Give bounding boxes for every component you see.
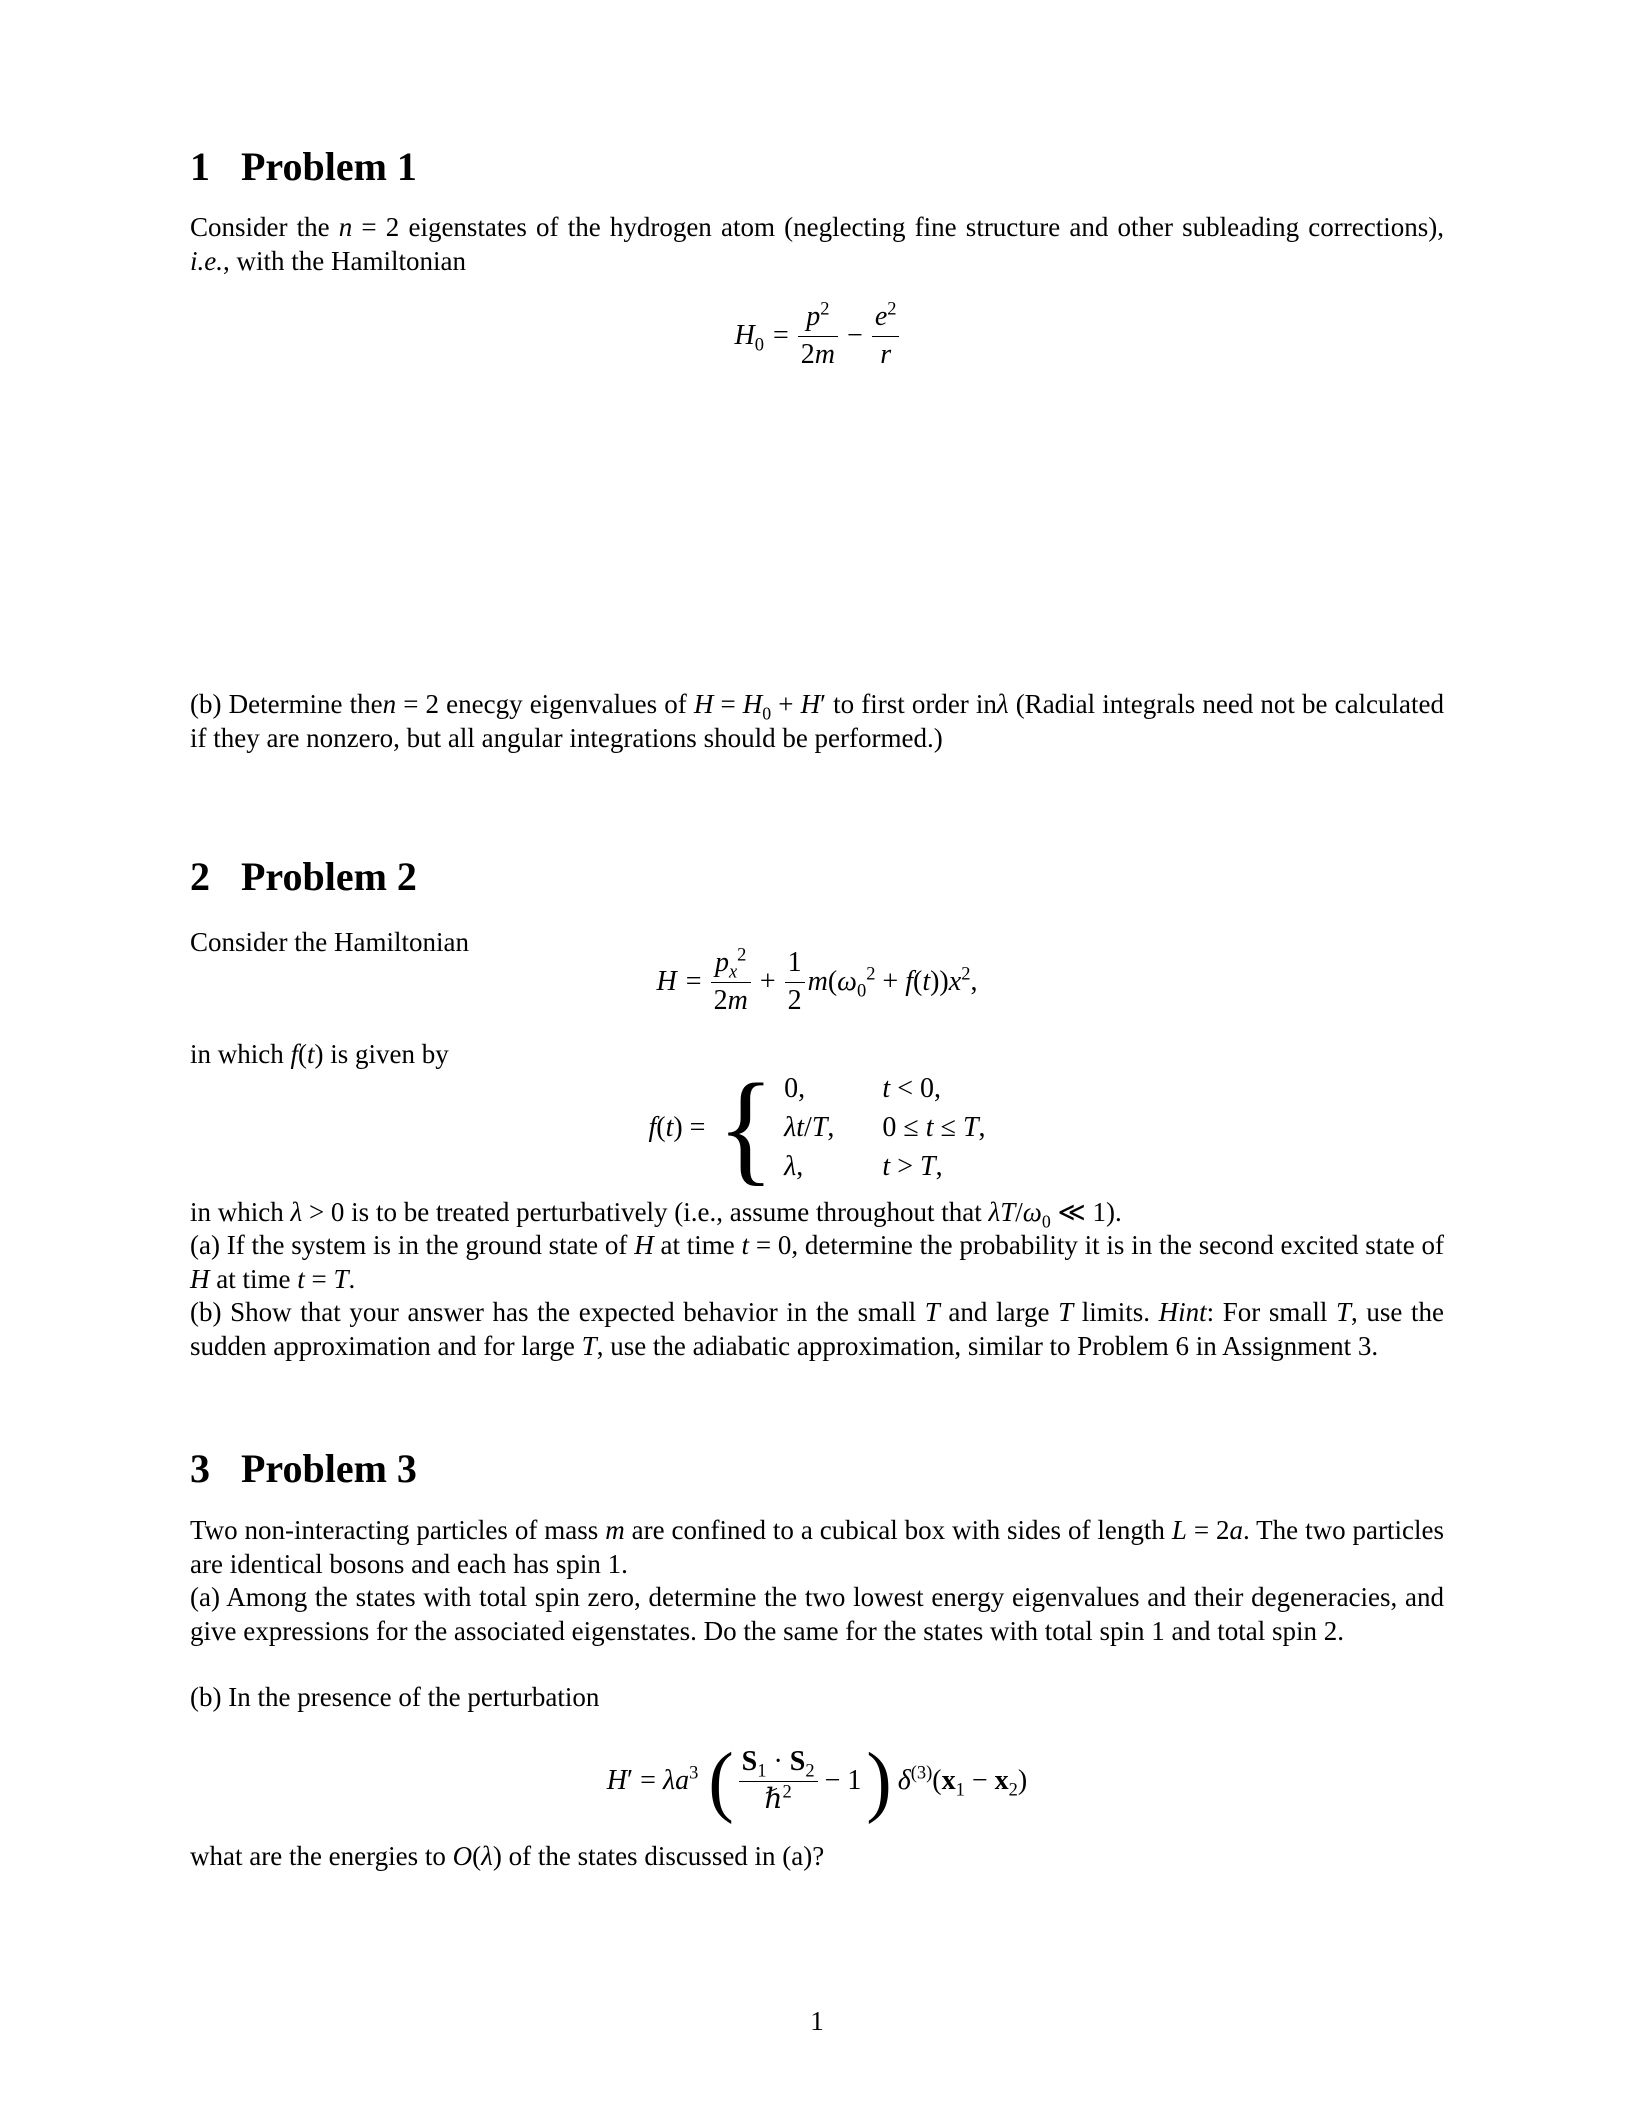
problem3-heading-title: Problem 3 [241, 1446, 417, 1491]
fraction-one-half: $\frac{1}{2}$ [785, 947, 805, 1016]
fraction-bar [872, 336, 900, 338]
minus-operator: − [847, 320, 863, 351]
case-condition: t > T, [882, 1151, 943, 1182]
page-number: 1 [810, 2006, 824, 2036]
case-condition: t < 0, [882, 1073, 941, 1104]
problem1-heading [190, 146, 1444, 188]
fraction-bar [739, 1781, 818, 1783]
minus-one-term: − 1 [824, 1765, 862, 1796]
problem1-part-b-paragraph: (b) Determine then = 2 enecgy eigenvalues of $H = H_0 + H'$ to first order inλ (Radial integrals need not be calculated if they are nonzero, but all angular integrations should be performed.) [190, 689, 1445, 753]
case-value: λ, [784, 1151, 804, 1182]
hamiltonian-tail: $m(\omega_0^2 + f(t))x^2$, [807, 963, 978, 1001]
fraction-s1s2-over-hbar2: $\frac{S_1 \cdot S_2}{\hbar^2}$ [739, 1746, 818, 1815]
right-paren-symbol: ) [866, 1737, 892, 1825]
plus-operator: + [759, 966, 776, 997]
problem3-part-b-paragraph: (b) In the presence of the perturbation [190, 1682, 600, 1712]
equation-h0 [190, 298, 1444, 374]
fraction-px2-over-2m: $\frac{p_x^2}{2m}$ [711, 947, 751, 1016]
h0-lhs: $H_0$ [734, 320, 764, 355]
hamiltonian-lhs: H [656, 966, 677, 997]
delta-function-term: $\delta^{(3)}(x_1 - x_2)$ [897, 1762, 1028, 1800]
equals-sign: = [772, 320, 789, 351]
problem2-heading-title: Problem 2 [241, 854, 417, 899]
case-value: 0, [784, 1073, 806, 1104]
problem2-intro-paragraph: Consider the Hamiltonian [190, 927, 469, 957]
problem1-heading-title: Problem 1 [241, 144, 417, 189]
cases-grid [784, 1072, 985, 1184]
ft-lhs: f(t) = [648, 1112, 706, 1143]
fraction-bar [785, 982, 805, 984]
problem1-heading-number: 1 [190, 144, 210, 189]
left-brace-symbol: { [717, 1058, 775, 1197]
problem2-part-a-paragraph: (a) If the system is in the ground state of H at time t = 0, determine the probability it is in the second excited state of H at time t = T. [190, 1230, 1444, 1294]
problem2-part-b-paragraph: (b) Show that your answer has the expected behavior in the small T and large T limits. Hint: For small T, use the sudden approximation and for large T, use the adiabatic approximation, similar to Problem 6 in Assignment 3. [190, 1297, 1445, 1361]
problem3-heading-number: 3 [190, 1446, 210, 1491]
fraction-bar [711, 982, 751, 984]
equation-hamiltonian [190, 946, 1444, 1018]
equals-sign: = [685, 966, 702, 997]
equation-f-piecewise [190, 1058, 1444, 1197]
h-prime-lhs: $H' = \lambda a^3$ [606, 1762, 699, 1796]
lambda-condition-paragraph: in which λ > 0 is to be treated perturbatively (i.e., assume throughout that $\lambda T/\omega_0$ ≪ 1). [190, 1197, 1122, 1232]
fraction-e2-over-r: $\frac{e^2}{r}$ [872, 301, 900, 370]
problem3-intro-paragraph: Two non-interacting particles of mass m are confined to a cubical box with sides of length L = 2a. The two particles are identical bosons and each has spin 1. [190, 1515, 1444, 1579]
problem1-intro-paragraph: Consider the n = 2 eigenstates of the hydrogen atom (neglecting fine structure and other subleading corrections), i.e., with the Hamiltonian [190, 212, 1444, 276]
problem3-part-a-paragraph: (a) Among the states with total spin zero, determine the two lowest energy eigenvalues and their degeneracies, and give expressions for the associated eigenstates. Do the same for the states with total spin 1 and total spin 2. [190, 1582, 1444, 1646]
left-paren-symbol: ( [708, 1737, 734, 1825]
ft-intro-paragraph: in which f(t) is given by [190, 1039, 449, 1069]
problem2-heading [190, 856, 1444, 898]
case-value: λt/T, [784, 1112, 835, 1143]
fraction-p2-over-2m: $\frac{p^2}{2m}$ [798, 301, 838, 370]
case-condition: 0 ≤ t ≤ T, [882, 1112, 986, 1143]
problem3-heading [190, 1448, 1444, 1490]
problem2-heading-number: 2 [190, 854, 210, 899]
closing-question-paragraph: what are the energies to O(λ) of the states discussed in (a)? [190, 1841, 825, 1871]
fraction-bar [798, 336, 838, 338]
equation-h-prime [190, 1737, 1444, 1825]
